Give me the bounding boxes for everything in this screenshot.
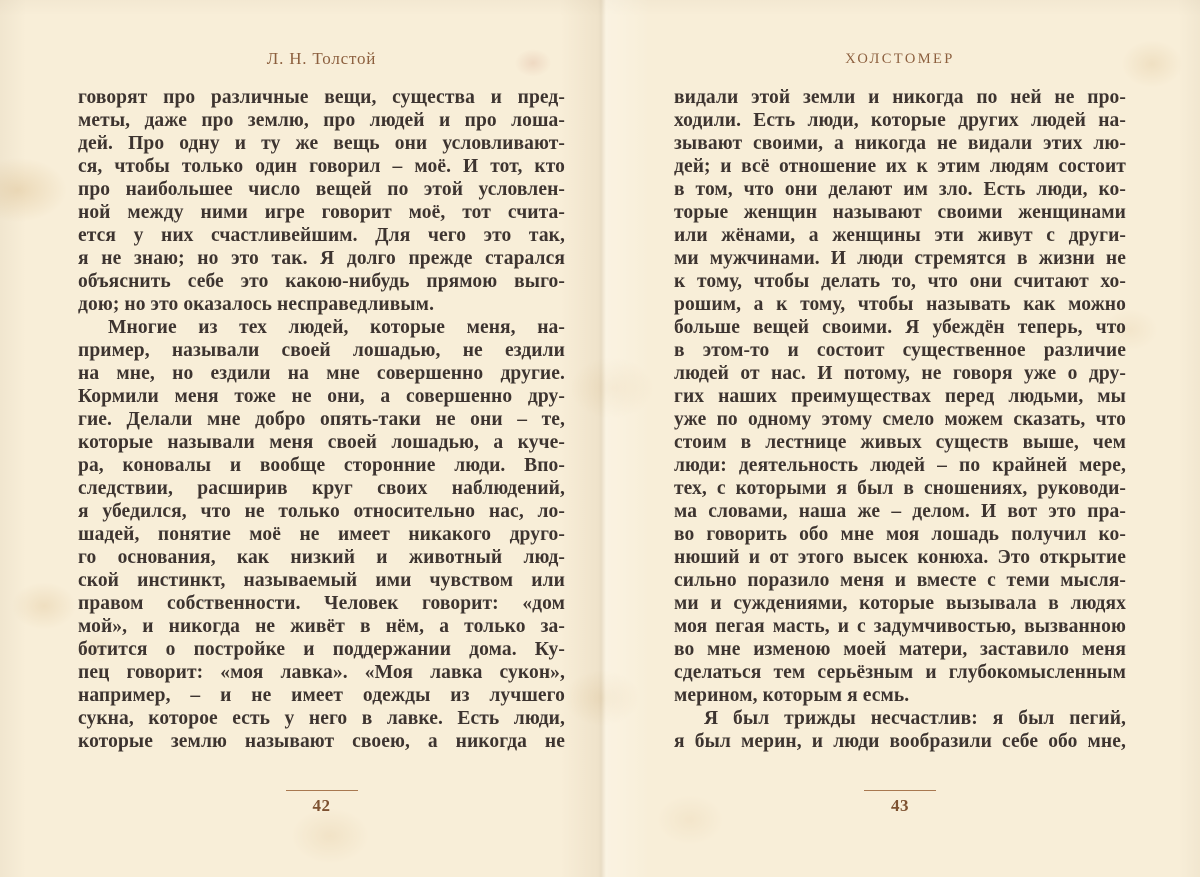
text-line: правом собственности. Человек говорит: «дом xyxy=(78,593,565,614)
text-line: ной между ними игре говорит моё, тот счита- xyxy=(78,202,565,223)
text-line: сильно поразило меня и вместе с теми мысля- xyxy=(674,570,1126,591)
left-page-text-block xyxy=(78,86,565,753)
text-line: сукна, которое есть у него в лавке. Есть люди, xyxy=(78,708,565,729)
right-page-text-block xyxy=(674,86,1126,753)
text-line: гих наших преимуществах перед людьми, мы xyxy=(674,386,1126,407)
text-line: ской инстинкт, называемый ими чувством или xyxy=(78,570,565,591)
running-head-title: ХОЛСТОМЕР xyxy=(845,51,955,67)
text-line: ходили. Есть люди, которые других людей на- xyxy=(674,110,1126,131)
text-line: я не знаю; но это так. Я долго прежде старался xyxy=(78,248,565,269)
text-line: пример, называли своей лошадью, не ездили xyxy=(78,340,565,361)
text-line: например, – и не имеет одежды из лучшего xyxy=(78,685,565,706)
text-line: ется у них счастливейшим. Для чего это так, xyxy=(78,225,565,246)
text-line: го основания, как низкий и животный люд- xyxy=(78,547,565,568)
text-line: ботится о постройке и поддержании дома. Ку- xyxy=(78,639,565,660)
text-line: ся, чтобы только один говорил – моё. И тот, кто xyxy=(78,156,565,177)
page-number-right: 43 xyxy=(891,796,909,815)
text-line: про наибольшее число вещей по этой условлен- xyxy=(78,179,565,200)
footer-rule xyxy=(864,790,936,791)
text-line: я убедился, что не только относительно нас, ло- xyxy=(78,501,565,522)
text-line: торые женщин называют своими женщинами xyxy=(674,202,1126,223)
text-line: мой», и никогда не живёт в нём, а только за- xyxy=(78,616,565,637)
text-line: которые землю называют своею, а никогда не xyxy=(78,731,565,752)
text-line: гие. Делали мне добро опять-таки не они – те, xyxy=(78,409,565,430)
text-line: во мне изменою моей матери, заставило меня xyxy=(674,639,1126,660)
text-line: рошим, а к тому, чтобы называть как можно xyxy=(674,294,1126,315)
text-line: я был мерин, и люди вообразили себе обо мне, xyxy=(674,731,1126,752)
text-line: дей; и всё отношение их к этим людям состоит xyxy=(674,156,1126,177)
text-line: тех, с которыми я был в сношениях, руководи- xyxy=(674,478,1126,499)
text-line: в этом-то и состоит существенное различие xyxy=(674,340,1126,361)
text-line: ми и суждениями, которые вызывала в людях xyxy=(674,593,1126,614)
text-line: меты, даже про землю, про людей и про лоша- xyxy=(78,110,565,131)
text-line: Многие из тех людей, которые меня, на- xyxy=(108,317,565,338)
text-line: в том, что они делают им зло. Есть люди, ко- xyxy=(674,179,1126,200)
text-line: люди: деятельность людей – по крайней мере, xyxy=(674,455,1126,476)
text-line: шадей, понятие моё не имеет никакого друго- xyxy=(78,524,565,545)
text-line: моя пегая масть, и с задумчивостью, вызванною xyxy=(674,616,1126,637)
text-line: Кормили меня тоже не они, а совершенно дру- xyxy=(78,386,565,407)
text-line: Я был трижды несчастлив: я был пегий, xyxy=(704,708,1126,729)
text-line: видали этой земли и никогда по ней не про- xyxy=(674,87,1126,108)
text-line: больше вещей своими. Я убеждён теперь, что xyxy=(674,317,1126,338)
text-line: дою; но это оказалось несправедливым. xyxy=(78,294,435,315)
text-line: на мне, но ездили на мне совершенно другие. xyxy=(78,363,565,384)
text-line: которые называли меня своей лошадью, а куче- xyxy=(78,432,565,453)
text-line: дей. Про одну и ту же вещь они условливают- xyxy=(78,133,565,154)
page-number-left: 42 xyxy=(312,796,331,815)
text-line: во говорить обо мне моя лошадь получил ко- xyxy=(674,524,1126,545)
text-line: сделаться тем серьёзным и глубокомысленным xyxy=(674,662,1126,683)
text-line: следствии, расширив круг своих наблюдений, xyxy=(78,478,565,499)
text-line: людей от нас. И потому, не говоря уже о дру- xyxy=(674,363,1126,384)
text-line: ми мужчинами. И люди стремятся в жизни не xyxy=(674,248,1126,269)
text-line: нюший и от этого высек конюха. Это открытие xyxy=(674,547,1126,568)
text-line: ма словами, наша же – делом. И вот это пра- xyxy=(674,501,1126,522)
text-line: ра, коновалы и вообще сторонние люди. Впо- xyxy=(78,455,565,476)
left-page-footer xyxy=(78,790,565,816)
text-line: зывают своими, а никогда не видали этих лю- xyxy=(674,133,1126,154)
text-line: пец говорит: «моя лавка». «Моя лавка сукон», xyxy=(78,662,565,683)
text-line: уже по одному этому смело можем сказать, что xyxy=(674,409,1126,430)
text-line: говорят про различные вещи, существа и пред- xyxy=(78,87,565,108)
running-head-author: Л. Н. Толстой xyxy=(266,49,377,68)
text-line: мерином, которым я есмь. xyxy=(674,685,910,706)
text-line: стоим в лестнице живых существ выше, чем xyxy=(674,432,1126,453)
right-page-footer xyxy=(674,790,1126,816)
text-line: объяснить себе это какою-нибудь прямою выго- xyxy=(78,271,565,292)
text-line: или жёнами, а женщины эти живут с други- xyxy=(674,225,1126,246)
text-line: к тому, чтобы делать то, что они считают хо- xyxy=(674,271,1126,292)
footer-rule xyxy=(286,790,358,791)
